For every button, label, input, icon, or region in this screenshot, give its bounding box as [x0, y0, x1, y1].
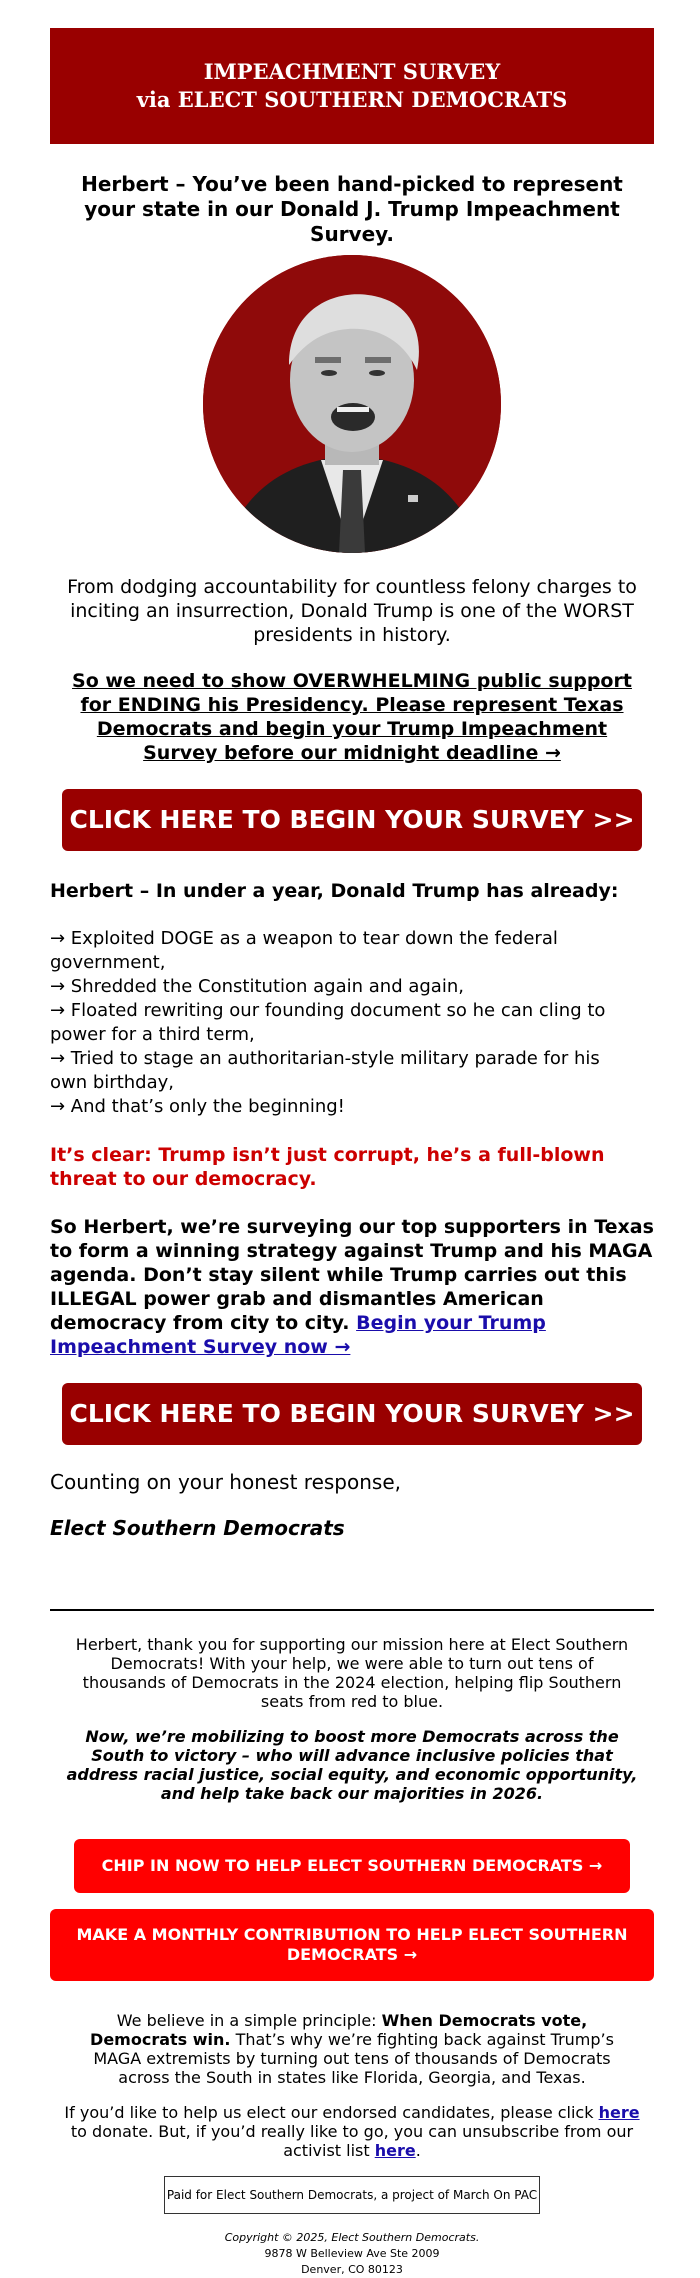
donate-text-2: to donate. But, if you’d really like to go, you can unsubscribe from our activist list	[70, 2122, 634, 2160]
footer-address-line1: 9878 W Belleview Ave Ste 2009	[264, 2247, 440, 2260]
list-item: → And that’s only the beginning!	[50, 1096, 345, 1117]
unsubscribe-link[interactable]: here	[374, 2141, 416, 2160]
header-subtitle: via ELECT SOUTHERN DEMOCRATS	[136, 87, 568, 112]
footer-address-line2: Denver, CO 80123	[301, 2263, 403, 2276]
principle-paragraph	[50, 2011, 654, 2087]
header-title: IMPEACHMENT SURVEY	[203, 59, 501, 84]
portrait-graphic	[203, 255, 501, 553]
portrait-container	[50, 255, 654, 553]
principle-bold: When Democrats vote, Democrats win.	[90, 2011, 588, 2049]
survey-ask-text: So Herbert, we’re surveying our top supporters in Texas to form a winning strategy against Trump and his MAGA agenda. Don’t stay silent while Trump carries out this ILLEGAL power grab and dismantles American democracy from city to city.	[50, 1216, 654, 1334]
list-item: → Tried to stage an authoritarian-style military parade for his own birthday,	[50, 1048, 600, 1093]
survey-deadline-link[interactable]: So we need to show OVERWHELMING public support for ENDING his Presidency. Please represent Texas Democrats and begin your Trump Impeachment Survey before our midnight deadline →	[72, 670, 632, 764]
trump-actions-heading: Herbert – In under a year, Donald Trump has already:	[50, 880, 619, 902]
mobilize-paragraph: Now, we’re mobilizing to boost more Democrats across the South to victory – who will advance inclusive policies that address racial justice, social equity, and economic opportunity, and help take back our majorities in 2026.	[66, 1727, 638, 1803]
intro-heading: Herbert – You’ve been hand-picked to represent your state in our Donald J. Trump Impeachment Survey.	[81, 172, 623, 246]
paid-for-disclaimer: Paid for Elect Southern Democrats, a project of March On PAC	[164, 2176, 540, 2214]
begin-survey-button[interactable]: CLICK HERE TO BEGIN YOUR SURVEY >>	[62, 789, 642, 851]
principle-pre: We believe in a simple principle:	[116, 2011, 382, 2030]
footer	[50, 2230, 654, 2278]
threat-statement: It’s clear: Trump isn’t just corrupt, he’s a full-blown threat to our democracy.	[50, 1144, 605, 1190]
donate-text-1: If you’d like to help us elect our endorsed candidates, please click	[64, 2103, 599, 2122]
list-item: → Floated rewriting our founding document so he can cling to power for a third term,	[50, 1000, 606, 1045]
donate-unsubscribe-paragraph	[50, 2103, 654, 2160]
trump-portrait-image	[203, 255, 501, 553]
principle-post: That’s why we’re fighting back against Trump’s MAGA extremists by turning out tens of thousands of Democrats across the South in states like Florida, Georgia, and Texas.	[93, 2030, 614, 2087]
email-header-banner	[50, 28, 654, 144]
list-item: → Exploited DOGE as a weapon to tear down the federal government,	[50, 928, 558, 973]
survey-ask-paragraph	[50, 1215, 654, 1359]
email-body	[50, 28, 654, 2278]
begin-survey-button-2[interactable]: CLICK HERE TO BEGIN YOUR SURVEY >>	[62, 1383, 642, 1445]
signoff-line: Counting on your honest response,	[50, 1470, 401, 1494]
thanks-paragraph: Herbert, thank you for supporting our mission here at Elect Southern Democrats! With your help, we were able to turn out tens of thousands of Democrats in the 2024 election, helping flip Southern seats from red to blue.	[75, 1635, 629, 1711]
list-item: → Shredded the Constitution again and again,	[50, 976, 464, 997]
signoff-org: Elect Southern Democrats	[50, 1516, 345, 1540]
footer-copyright: Copyright © 2025, Elect Southern Democrats.	[224, 2231, 480, 2244]
donate-link[interactable]: here	[598, 2103, 640, 2122]
monthly-contribution-button[interactable]: MAKE A MONTHLY CONTRIBUTION TO HELP ELECT SOUTHERN DEMOCRATS →	[50, 1909, 654, 1981]
trump-actions-list	[50, 927, 654, 1119]
lead-paragraph: From dodging accountability for countless felony charges to inciting an insurrection, Donald Trump is one of the WORST presidents in history.	[67, 576, 637, 646]
donate-text-3: .	[415, 2141, 421, 2160]
section-divider	[50, 1609, 654, 1611]
begin-survey-inline-link[interactable]: Begin your Trump Impeachment Survey now →	[50, 1312, 546, 1358]
chip-in-button[interactable]: CHIP IN NOW TO HELP ELECT SOUTHERN DEMOCRATS →	[74, 1839, 630, 1893]
